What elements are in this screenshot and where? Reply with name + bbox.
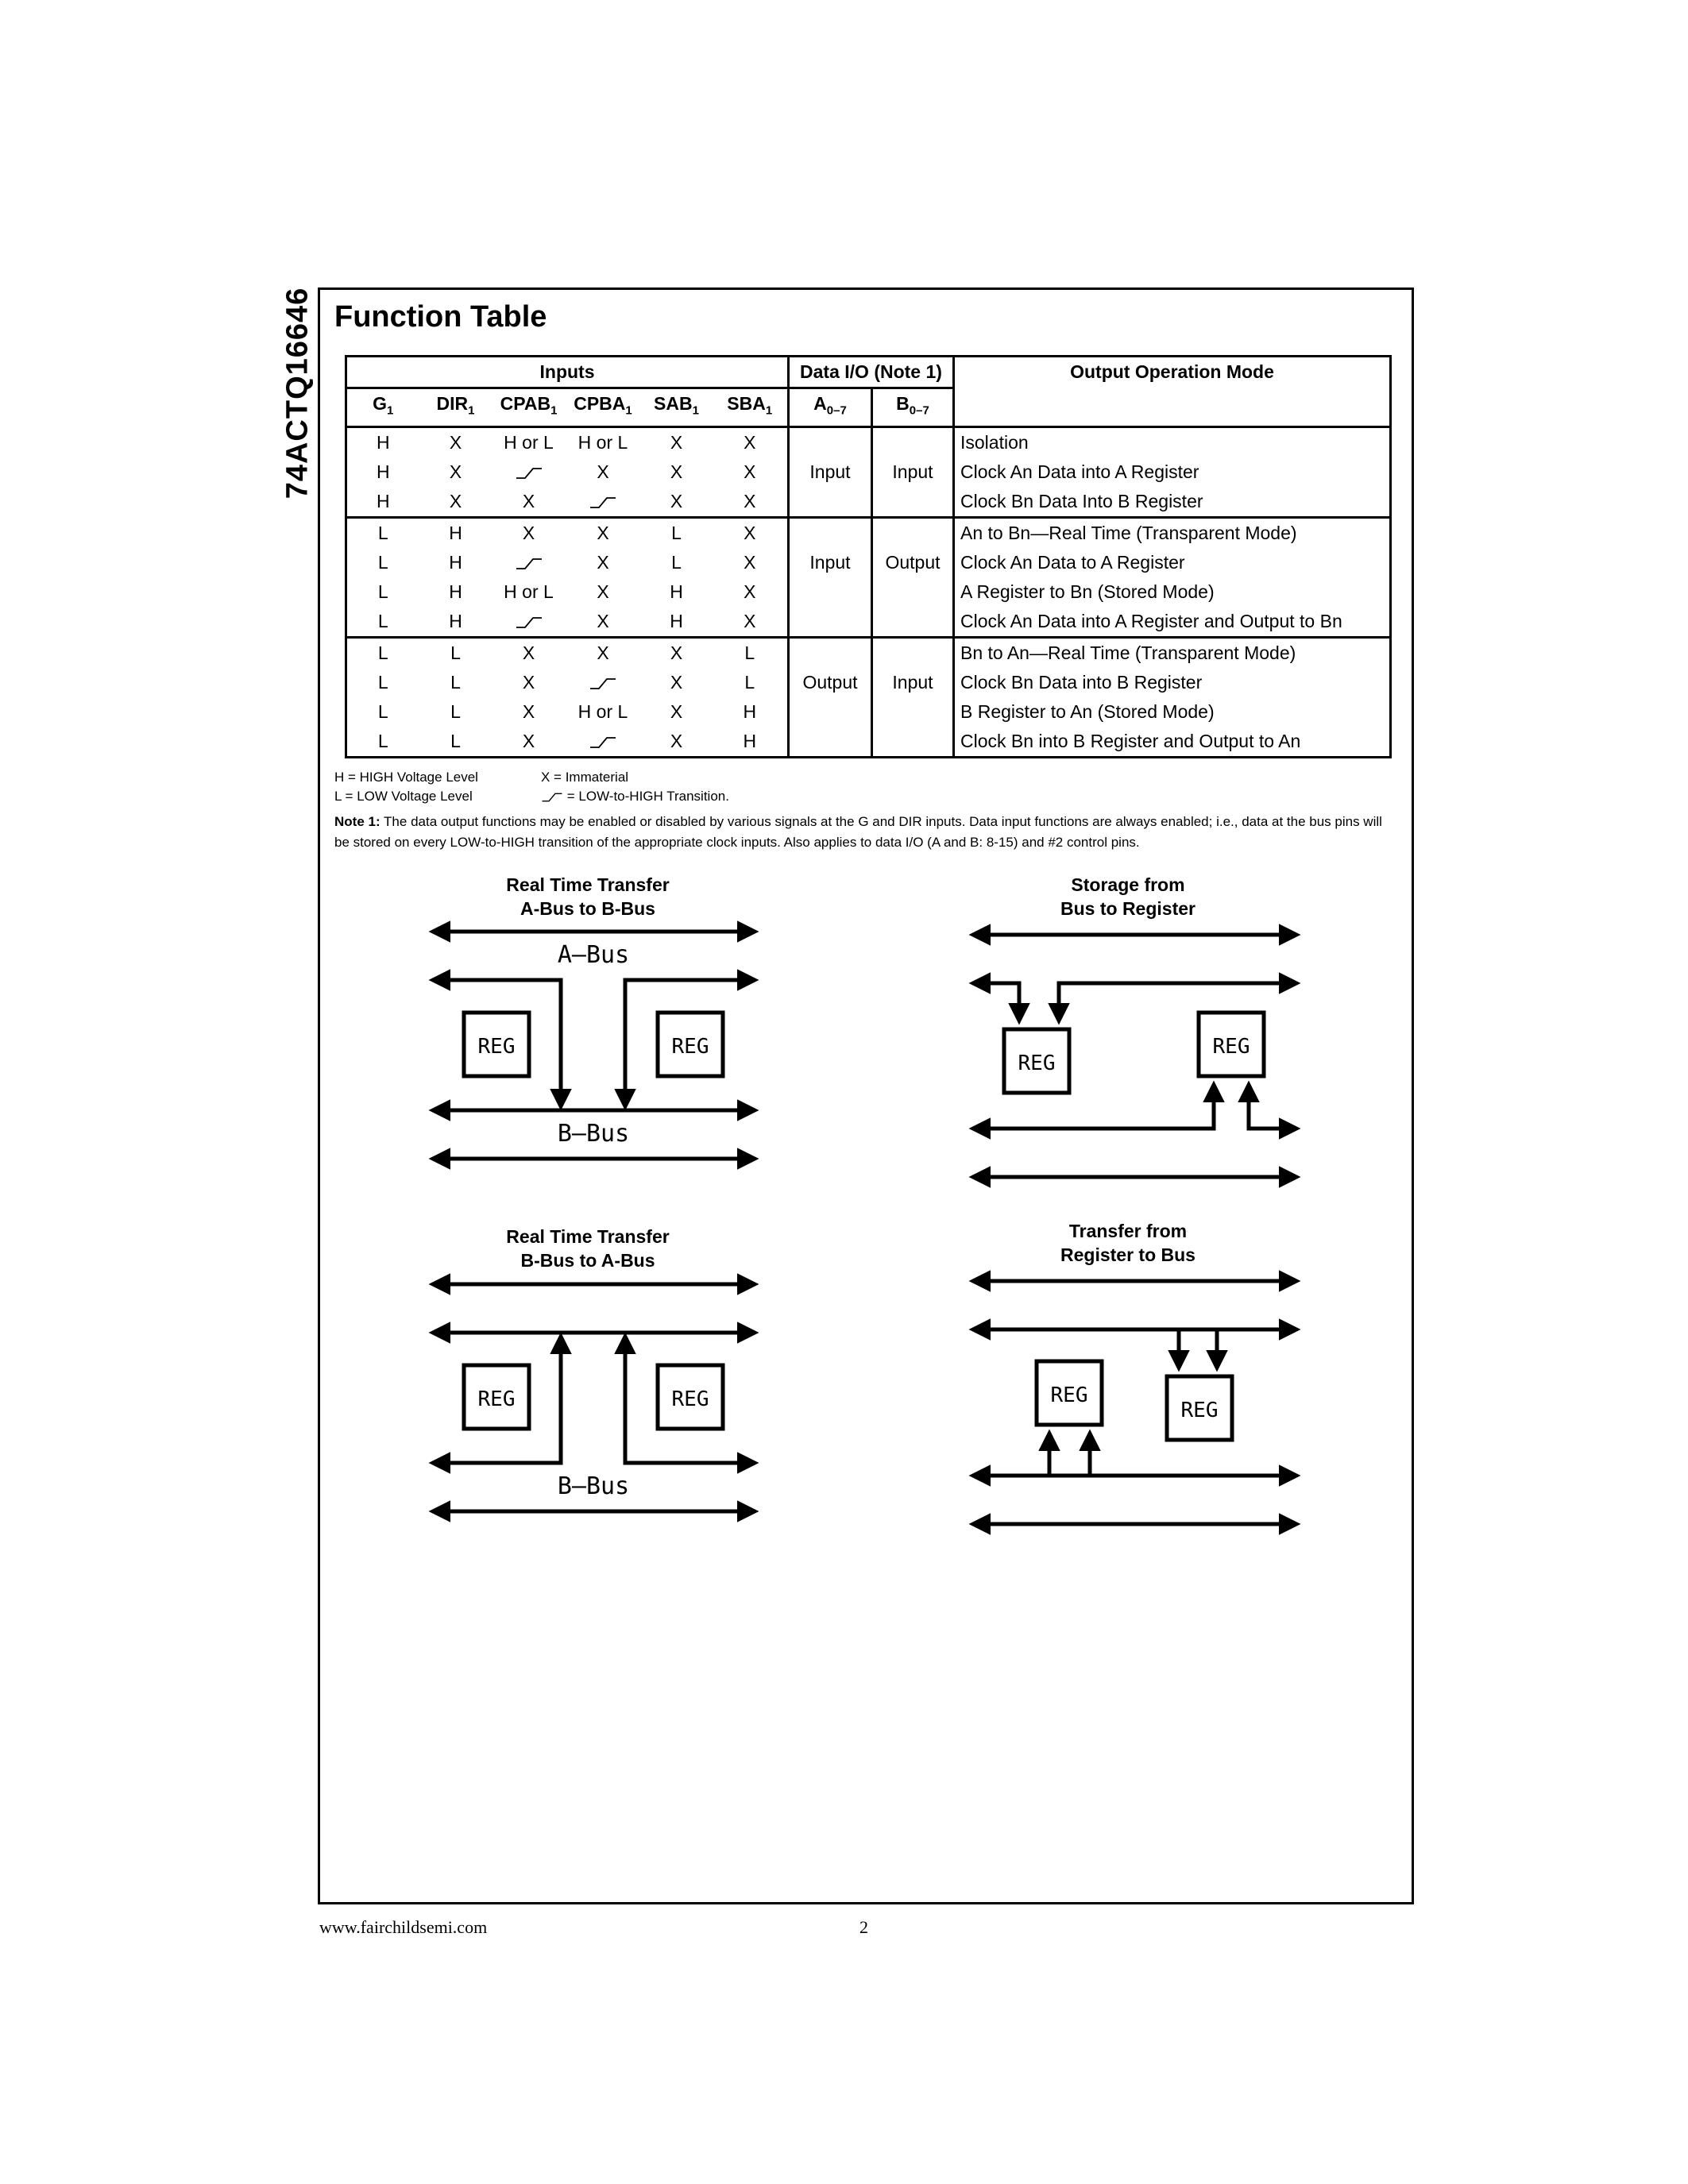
cell-sab: H <box>641 607 713 638</box>
data-io-header: Data I/O (Note 1) <box>789 357 954 388</box>
cell-cpab: X <box>522 642 535 663</box>
cell-dir: H <box>449 551 462 573</box>
cell-sba: X <box>713 487 789 518</box>
register-label: REG <box>1180 1399 1219 1422</box>
cell-g: L <box>377 551 388 573</box>
diagram-4 <box>973 1281 1296 1524</box>
col-sba: $SBA_1$ <box>713 388 789 427</box>
cell-sba: X <box>744 551 756 573</box>
legend-x: X = Immaterial <box>541 770 629 785</box>
cell-sba: H <box>713 727 789 758</box>
cell-cpab: H or L <box>504 581 554 602</box>
cell-dir: L <box>450 671 461 693</box>
cell-sab: H <box>670 581 683 602</box>
cell-sba: X <box>744 581 756 602</box>
cell-sab: X <box>641 727 713 758</box>
cell-sba: L <box>744 671 755 693</box>
cell-dir: X <box>449 461 462 482</box>
cell-dir: L <box>450 700 461 722</box>
diagram-4-title: Transfer from Register to Bus <box>1060 1221 1196 1265</box>
document-side-title: 74ACTQ16646 <box>280 287 315 500</box>
cell-cpba: X <box>597 642 609 663</box>
register-label: REG <box>1018 1051 1056 1075</box>
cell-sba: X <box>744 461 756 482</box>
cell-sba: L <box>744 642 755 663</box>
cell-sab: X <box>670 461 683 482</box>
cell-cpab: X <box>522 522 535 543</box>
col-cpab: $CPAB_1$ <box>492 388 566 427</box>
cell-cpba: H or L <box>577 431 628 453</box>
cell-cpba: X <box>597 461 609 482</box>
section-title: Function Table <box>334 300 547 334</box>
cell-sab: X <box>641 487 713 518</box>
cell-sba: X <box>744 431 756 453</box>
col-dir: $DIR_1$ <box>419 388 492 427</box>
cell-sab: X <box>670 431 683 453</box>
cell-cpab: H or L <box>504 431 554 453</box>
cell-cpba: X <box>597 581 609 602</box>
cell-mode: Isolation <box>954 426 1391 457</box>
diagram-3 <box>433 1284 755 1511</box>
page-number: 2 <box>859 1917 868 1937</box>
cell-g: H <box>376 461 390 482</box>
note-label: Note 1: <box>334 814 380 829</box>
bus-path <box>1249 1085 1296 1129</box>
cell-mode: Clock Bn Data into B Register <box>954 668 1391 697</box>
col-cpba: $CPBA_1$ <box>566 388 641 427</box>
cell-cpab: X <box>492 487 566 518</box>
cell-g: L <box>377 700 388 722</box>
cell-mode: Bn to An—Real Time (Transparent Mode) <box>954 637 1391 668</box>
cell-mode: B Register to An (Stored Mode) <box>954 697 1391 727</box>
cell-b-io: Input <box>872 457 954 487</box>
cell-mode: An to Bn—Real Time (Transparent Mode) <box>954 517 1391 548</box>
cell-a-io: Input <box>789 548 872 577</box>
cell-mode: Clock Bn into B Register and Output to An <box>954 727 1391 758</box>
cell-mode: Clock An Data into A Register and Output to Bn <box>954 607 1391 638</box>
cell-mode: A Register to Bn (Stored Mode) <box>954 577 1391 607</box>
cell-sab: X <box>670 671 683 693</box>
cell-cpba: X <box>597 551 609 573</box>
cell-cpab: X <box>522 671 535 693</box>
cell-sba: X <box>713 607 789 638</box>
diagram-1-title: Real Time Transfer A-Bus to B-Bus <box>506 874 670 919</box>
register-label: REG <box>477 1387 516 1411</box>
cell-sab: X <box>670 700 683 722</box>
cell-g: H <box>376 431 390 453</box>
register-label: REG <box>671 1035 709 1059</box>
note-text: The data output functions may be enabled or disabled by various signals at the G and DIR inputs. Data input functions are always enabled; i.e., data at the bus pins will be stored on every LOW-to-HIGH transition of the appropriate clock inputs. Also applies to data I/O (A and B: 8-15) and #2 control pins. <box>334 814 1382 850</box>
cell-sba: H <box>743 700 757 722</box>
cell-g: L <box>377 522 388 543</box>
diagram-3-title: Real Time Transfer B-Bus to A-Bus <box>506 1226 670 1271</box>
cell-dir: H <box>419 607 492 638</box>
cell-g: L <box>377 671 388 693</box>
cell-dir: H <box>449 522 462 543</box>
cell-sab: L <box>671 522 682 543</box>
b-bus-label: B–Bus <box>557 1472 630 1500</box>
mode-header: Output Operation Mode <box>954 357 1391 427</box>
cell-sba: X <box>744 522 756 543</box>
diagram-2 <box>973 935 1296 1177</box>
bus-path <box>1059 983 1296 1021</box>
cell-g: H <box>346 487 419 518</box>
cell-cpba: X <box>597 522 609 543</box>
cell-g: L <box>377 581 388 602</box>
col-a: $A_{0-7}$ <box>789 388 872 427</box>
register-label: REG <box>1050 1383 1088 1407</box>
col-sab: $SAB_1$ <box>641 388 713 427</box>
bus-path <box>973 983 1019 1021</box>
cell-dir: X <box>419 487 492 518</box>
a-bus-label: A–Bus <box>557 941 630 969</box>
cell-dir: X <box>449 431 462 453</box>
cell-dir: L <box>419 727 492 758</box>
cell-mode: Clock Bn Data Into B Register <box>954 487 1391 518</box>
b-bus-label: B–Bus <box>557 1120 630 1148</box>
register-label: REG <box>1212 1035 1250 1059</box>
footer-url[interactable]: www.fairchildsemi.com <box>319 1917 488 1937</box>
cell-mode: Clock An Data to A Register <box>954 548 1391 577</box>
cell-g: L <box>346 607 419 638</box>
diagram-1 <box>433 932 755 1159</box>
cell-b-io: Output <box>872 548 954 577</box>
register-label: REG <box>671 1387 709 1411</box>
diagram-2-title: Storage from Bus to Register <box>1060 874 1196 919</box>
inputs-header: Inputs <box>346 357 789 388</box>
cell-a-io: Input <box>789 457 872 487</box>
cell-cpba: H or L <box>577 700 628 722</box>
cell-cpab: X <box>522 700 535 722</box>
cell-mode: Clock An Data into A Register <box>954 457 1391 487</box>
register-label: REG <box>477 1035 516 1059</box>
col-g: $G_1$ <box>346 388 419 427</box>
cell-b-io: Input <box>872 668 954 697</box>
col-b: $B_{0-7}$ <box>872 388 954 427</box>
cell-dir: L <box>450 642 461 663</box>
cell-a-io: Output <box>789 668 872 697</box>
cell-g: L <box>377 642 388 663</box>
cell-cpba: X <box>566 607 641 638</box>
legend-edge: = LOW-to-HIGH Transition. <box>541 787 729 806</box>
legend-h: H = HIGH Voltage Level <box>334 770 478 785</box>
cell-dir: H <box>449 581 462 602</box>
legend-l: L = LOW Voltage Level <box>334 789 473 804</box>
cell-g: L <box>346 727 419 758</box>
cell-sab: X <box>670 642 683 663</box>
cell-cpab: X <box>492 727 566 758</box>
cell-sab: L <box>671 551 682 573</box>
